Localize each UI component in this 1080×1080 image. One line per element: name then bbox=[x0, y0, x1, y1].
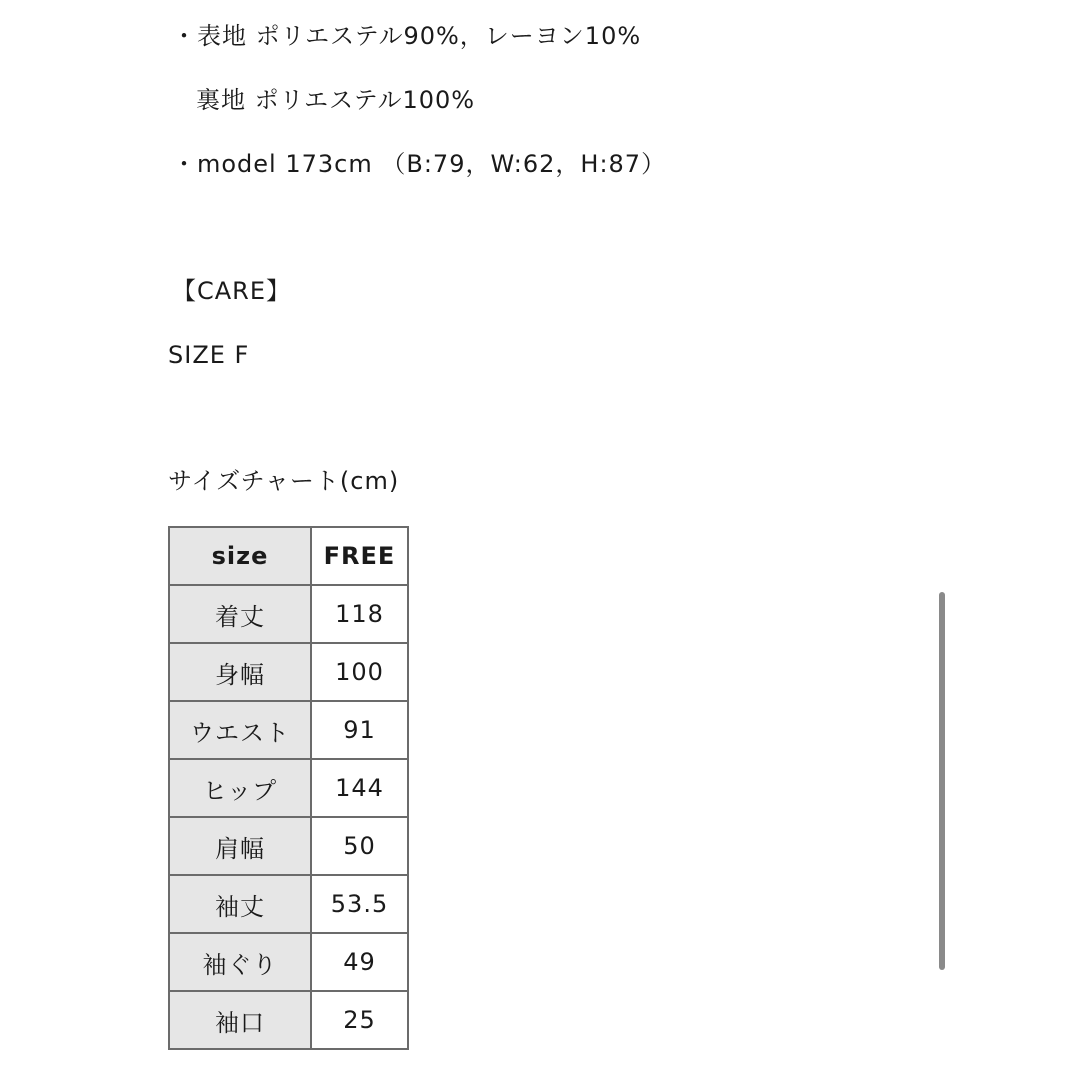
table-header-cell: size bbox=[169, 527, 311, 585]
row-value-cell: 144 bbox=[311, 759, 408, 817]
row-label-cell: ヒップ bbox=[169, 759, 311, 817]
row-label-cell: 袖口 bbox=[169, 991, 311, 1049]
table-row bbox=[169, 701, 408, 759]
table-row bbox=[169, 991, 408, 1049]
table-row bbox=[169, 817, 408, 875]
row-value-cell: 49 bbox=[311, 933, 408, 991]
care-heading: 【CARE】 bbox=[172, 277, 292, 305]
row-label-cell: 袖丈 bbox=[169, 875, 311, 933]
table-header-row bbox=[169, 527, 408, 585]
table-row bbox=[169, 933, 408, 991]
row-value-cell: 91 bbox=[311, 701, 408, 759]
row-value-cell: 53.5 bbox=[311, 875, 408, 933]
row-value-cell: 50 bbox=[311, 817, 408, 875]
row-value-cell: 25 bbox=[311, 991, 408, 1049]
row-label-cell: 身幅 bbox=[169, 643, 311, 701]
row-label-cell: 着丈 bbox=[169, 585, 311, 643]
size-label: SIZE F bbox=[168, 341, 250, 369]
material-outer-text: ・表地 ポリエステル90%，レーヨン10% bbox=[172, 22, 642, 50]
scrollbar-thumb[interactable] bbox=[939, 592, 945, 970]
size-chart-table bbox=[168, 526, 409, 1050]
size-chart-title: サイズチャート(cm) bbox=[168, 467, 400, 495]
table-row bbox=[169, 875, 408, 933]
table-row bbox=[169, 759, 408, 817]
row-label-cell: ウエスト bbox=[169, 701, 311, 759]
row-label-cell: 肩幅 bbox=[169, 817, 311, 875]
model-info-text: ・model 173cm （B:79，W:62，H:87） bbox=[172, 150, 667, 178]
material-lining-text: 裏地 ポリエステル100% bbox=[196, 86, 476, 114]
row-label-cell: 袖ぐり bbox=[169, 933, 311, 991]
row-value-cell: 100 bbox=[311, 643, 408, 701]
table-row bbox=[169, 585, 408, 643]
table-header-cell: FREE bbox=[311, 527, 408, 585]
table-row bbox=[169, 643, 408, 701]
row-value-cell: 118 bbox=[311, 585, 408, 643]
